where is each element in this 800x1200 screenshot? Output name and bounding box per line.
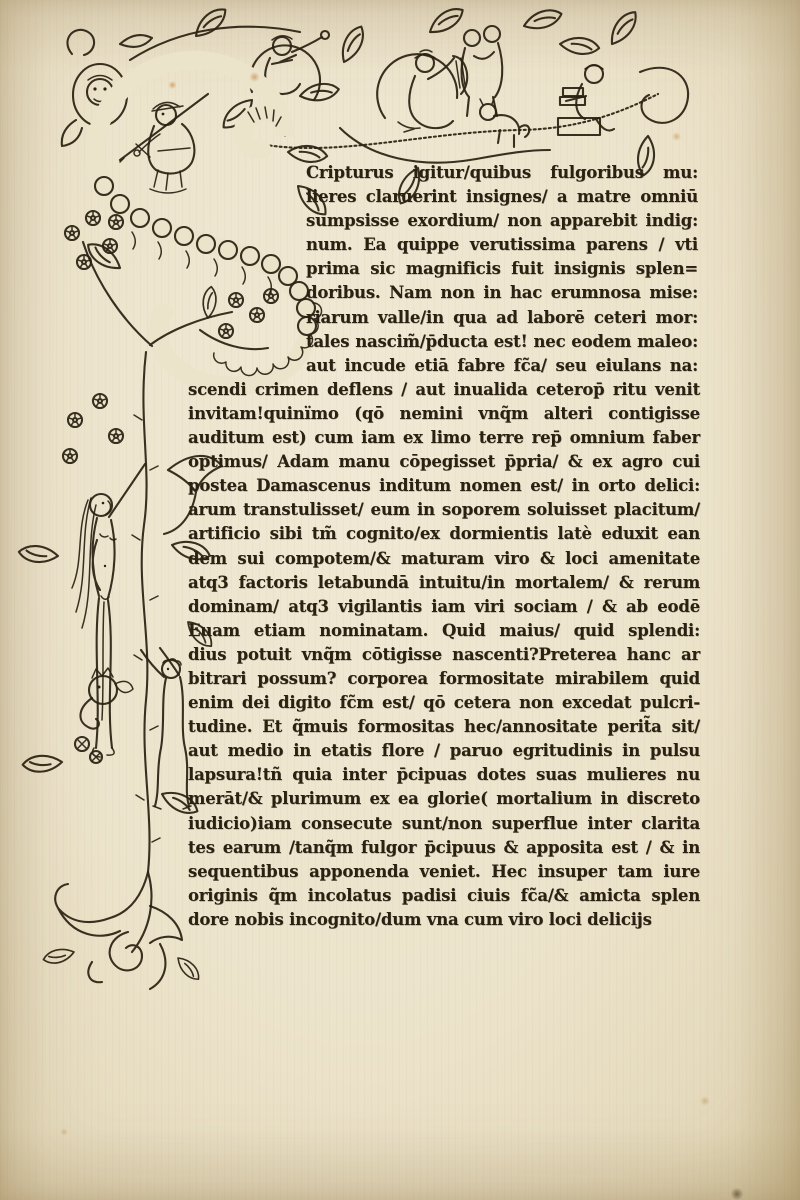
acanthus-terminal: [43, 872, 200, 989]
text-line: dore nobis incognito/dum vna cum viro loci delicijs: [188, 909, 652, 929]
text-line: auditum est) cum iam ex limo terre rep̄ omnium faber: [188, 428, 700, 448]
text-line: sumpsisse exordium/ non apparebit indig:: [306, 211, 698, 231]
text-line: tes earum /tanq̃m fulgor p̄cipuus & apposita est / & in: [188, 837, 700, 857]
text-line: atq3 factoris letabundā intuitu/in mortalem/ & rerum: [188, 572, 700, 592]
beast-head-icon: [75, 668, 133, 763]
text-line: scendi crimen deflens / aut inualida ceterop̄ ritu venit: [188, 379, 700, 399]
text-line: lapsura!tñ quia inter p̄cipuas dotes suas mulieres nu: [188, 765, 700, 785]
text-line: aut incude etiā fabre fc̃a/ seu eiulans na:: [306, 355, 698, 375]
text-line: sequentibus apponenda veniet. Hec insuper tam iure: [188, 861, 700, 881]
text-line: Euam etiam nominatam. Quid maius/ quid splendi:: [188, 620, 700, 640]
text-block: [188, 161, 700, 932]
text-line: optimus/ Adam manu cōpegisset p̄pria/ & ex agro cui: [188, 452, 700, 472]
text-line: num. Ea quippe verutissima parens / vti: [306, 235, 698, 255]
text-line: invitam!quinïmo (qō nemini vnq̃m alteri contigisse: [188, 403, 700, 423]
text-line: riarum valle/in qua ad laborē ceteri mor:: [306, 307, 698, 327]
scholar-icon: [558, 65, 614, 135]
scroll-terminal: [603, 10, 688, 176]
child-figure: [141, 648, 191, 809]
eve-figure: [72, 464, 145, 757]
text-line: originis q̃m incolatus padisi ciuis fc̃a/& amicta splen: [188, 885, 700, 905]
text-line: dominam/ atq3 vigilantis iam viri sociam / & ab eodē: [188, 596, 700, 616]
text-line: iudicio)iam consecute sunt/non superflue inter clarita: [188, 813, 700, 833]
text-line: bitrari possum? corporea formositate mirabilem quid: [188, 668, 700, 688]
text-line: dius potuit vnq̃m cōtigisse nascenti?Preterea hanc ar: [188, 644, 700, 664]
beast-icon: [480, 98, 529, 147]
text-line: artificio sibi tm̃ cognito/ex dormientis latè eduxit ean: [188, 524, 700, 544]
text-line: lieres claruerint insignes/ a matre omniū: [306, 187, 698, 207]
text-line: tudine. Et q̃muis formositas hec/annositate perit̃a sit/: [188, 717, 700, 737]
text-line: tales nascim̃/p̄ducta est! nec eodem maleo:: [306, 331, 698, 351]
text-line: arum transtulisset/ eum in soporem soluisset placitum/: [188, 500, 700, 520]
text-line: Cripturus igitur/quibus fulgoribus mu:: [306, 163, 698, 182]
text-line: merāt/& plurimum ex ea glorie( mortalium in discreto: [188, 789, 700, 809]
text-line: aut medio in etatis flore / paruo egritudinis in pulsu: [188, 741, 700, 761]
text-line: postea Damascenus inditum nomen est/ in orto delici:: [188, 476, 700, 496]
text-line: dem sui compotem/& maturam viro & loci amenitate: [188, 548, 700, 568]
lute-player-icon: [377, 50, 467, 132]
text-line: doribus. Nam non in hac erumnosa mise:: [306, 283, 698, 303]
text-line: enim dei digito fc̃m est/ qō cetera non excedat pulcri-: [188, 693, 700, 713]
text-line: prima sic magnificis fuit insignis splen=: [306, 259, 698, 279]
